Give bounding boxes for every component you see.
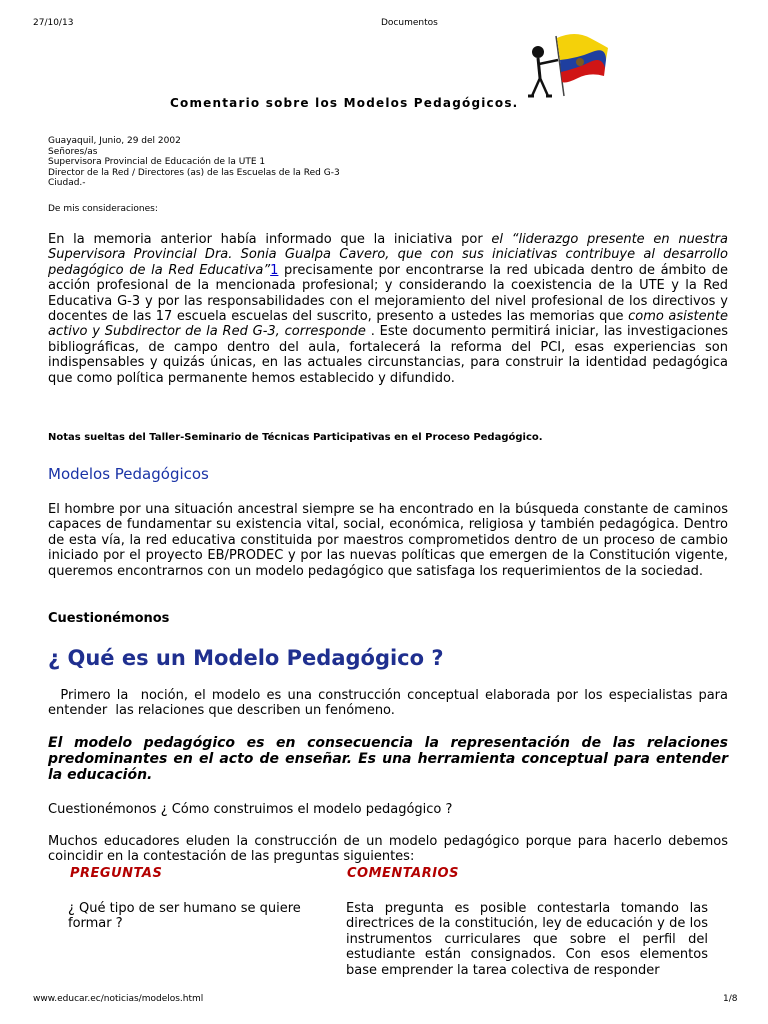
- salutation: De mis consideraciones:: [48, 204, 158, 214]
- paragraph-emphasis: El modelo pedagógico es en consecuencia la representación de las relaciones predominantes en el acto de enseñar. Es una herramienta conceptual para entender la educación.: [48, 735, 728, 783]
- paragraph-preguntas: Muchos educadores eluden la construcción de un modelo pedagógico porque para hacerlo debemos coincidir en la contestación de las preguntas siguientes:: [48, 834, 728, 865]
- document-title: Comentario sobre los Modelos Pedagógicos.: [170, 96, 519, 110]
- paragraph-question: Cuestionémonos ¿ Cómo construimos el modelo pedagógico ?: [48, 802, 453, 817]
- header-date: 27/10/13: [33, 18, 74, 28]
- text-span: precisamente por encontrarse la red ubicada dentro de ámbito de acción profesional de la mencionada profesional; y considerando la coexistencia de la UTE y la Red Educativa G-3 y por las responsabilidades con el mejoramiento del nivel profesional de los directivos y docentes de las 17 escuela escuelas del suscrito, presento a ustedes las memorias que: [48, 262, 728, 325]
- address-line: Supervisora Provincial de Educación de la UTE 1: [48, 157, 266, 167]
- address-line: Ciudad.-: [48, 178, 86, 188]
- subheading: Cuestionémonos: [48, 611, 170, 626]
- footer-page: 1/8: [723, 994, 738, 1004]
- address-line: Director de la Red / Directores (as) de las Escuelas de la Red G-3: [48, 167, 340, 178]
- table-cell-comment: Esta pregunta es posible contestarla tomando las directrices de la constitución, ley de educación y de los instrumentos curriculares que sobre el perfil del estudiante están consignados. Con esos elementos base emprender la tarea colectiva de responder: [346, 901, 708, 978]
- section-heading: Modelos Pedagógicos: [48, 465, 209, 483]
- table-header-preguntas: PREGUNTAS: [70, 866, 163, 881]
- address-line: Guayaquil, Junio, 29 del 2002: [48, 136, 181, 146]
- table-header-comentarios: COMENTARIOS: [347, 866, 459, 881]
- italic-span: el “liderazgo presente en nuestra Supervisora Provincial Dra. Sonia Gualpa Cavero, que con sus iniciativas contribuye al desarrollo pedagógico de la Red Educativa”: [48, 232, 728, 278]
- footnote-link[interactable]: 1: [270, 262, 279, 278]
- question-heading: ¿ Qué es un Modelo Pedagógico ?: [48, 646, 444, 670]
- table-cell-question: ¿ Qué tipo de ser humano se quiere formar ?: [68, 901, 301, 932]
- paragraph-context: El hombre por una situación ancestral siempre se ha encontrado en la búsqueda constante de caminos capaces de fundamentar su existencia vital, social, económica, religiosa y también pedagógica. Dentro de esta vía, la red educativa constituida por maestros comprometidos dentro de un proceso de cambio iniciado por el proyecto EB/PRODEC y por las nuevas políticas que emergen de la Constitución vigente, queremos encontrarnos con un modelo pedagógico que satisfaga los requerimientos de la sociedad.: [48, 502, 728, 579]
- text-span: En la memoria anterior había informado que la iniciativa por: [48, 232, 492, 247]
- footer-url: www.educar.ec/noticias/modelos.html: [33, 994, 204, 1004]
- address-line: Señores/as: [48, 146, 98, 157]
- italic-span: como asistente activo y Subdirector de la Red G-3, corresponde: [48, 309, 728, 340]
- address-block: [48, 136, 340, 189]
- text-span: . Este documento permitirá iniciar, las investigaciones bibliográficas, de campo dentro del aula, fortalecerá la reforma del PCI, esas experiencias son indispensables y quizás únicas, en las actuales circunstancias, para construir la identidad pedagógica que como política permanente hemos establecido y difundido.: [48, 324, 728, 386]
- flag-figure-icon: [520, 26, 610, 110]
- header-title: Documentos: [381, 18, 438, 28]
- paragraph-definition: Primero la noción, el modelo es una construcción conceptual elaborada por los especialistas para entender las relaciones que describen un fenómeno.: [48, 688, 733, 719]
- paragraph-intro: [48, 232, 728, 386]
- notes-heading: Notas sueltas del Taller-Seminario de Técnicas Participativas en el Proceso Pedagógico.: [48, 432, 543, 443]
